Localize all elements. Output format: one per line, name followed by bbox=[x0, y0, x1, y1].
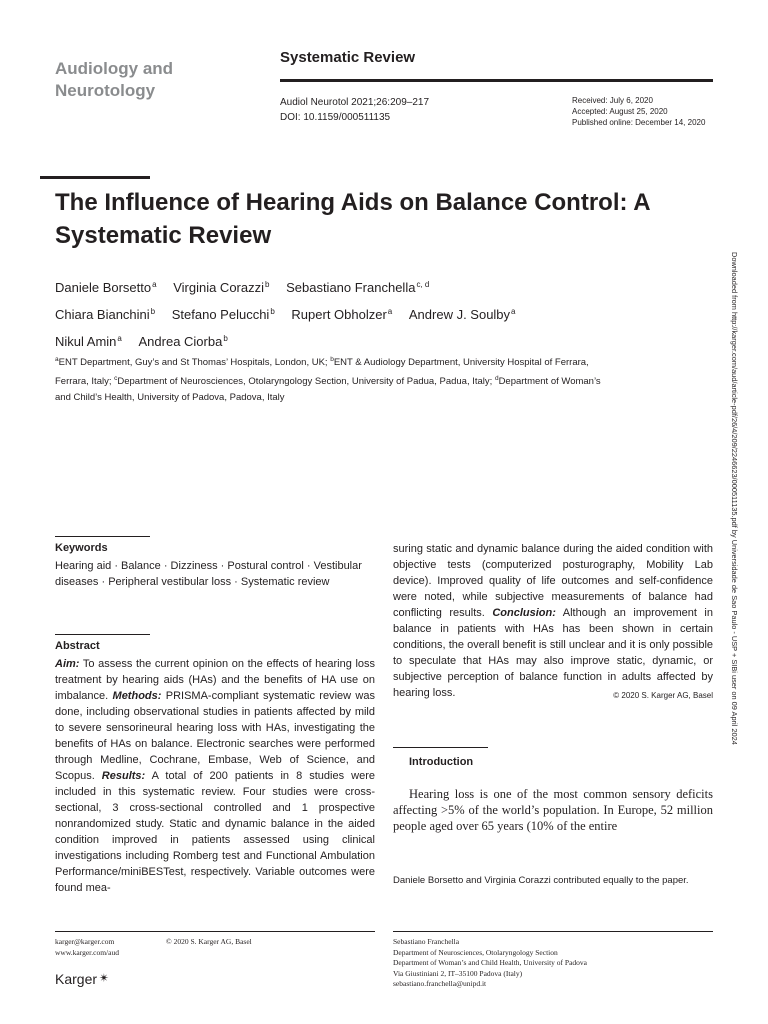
correspondence-name: Sebastiano Franchella bbox=[393, 937, 460, 946]
citation bbox=[280, 95, 429, 125]
correspondence-address bbox=[393, 937, 587, 990]
correspondence-line: Via Giustiniani 2, IT–35100 Padova (Italy) bbox=[393, 968, 523, 978]
footer-rule-left bbox=[55, 931, 375, 932]
download-notice: Downloaded from http://karger.com/aud/article-pdf/26/4/209/2246623/000511135.pdf by Universidade de Sao Paulo - USP + SIBi user on 09 April 2024 bbox=[730, 252, 739, 745]
abstract-copyright: © 2020 S. Karger AG, Basel bbox=[613, 691, 713, 700]
keywords-text: Hearing aid · Balance · Dizziness · Postural control · Vestibular diseases · Peripheral vestibular loss · Systematic review bbox=[55, 560, 362, 588]
author: Rupert Obholzer$^a$ bbox=[291, 307, 393, 322]
correspondence-line: Department of Neurosciences, Otolaryngology Section bbox=[393, 947, 558, 957]
karger-logo: Karger ✴ bbox=[55, 971, 110, 987]
introduction-heading: Introduction bbox=[409, 756, 474, 768]
abstract-text-left: Aim: To assess the current opinion on the effects of hearing loss treatment by hearing aids (HAs) and the benefits of HA use on imbalance. Methods: PRISMA-compliant systematic review was done, including observational studies in patients affected by mild to severe sensorineural hearing loss with HAs, investigating the benefits of HAs on balance. Electronic searches were performed through Medline, Cochrane, Embase, Web of Science, and Scopus. Results: A total of 200 patients in 8 studies were included in this systematic review. Four studies were cross-sectional, 3 cross-sectional controlled and 1 prospective nonrandomized study. Static and dynamic balance in the aided condition improved in patients assessed using clinical investigations including Romberg test and Functional Ambulation Performance/miniBESTest, respectively. Variable outcomes were found mea- bbox=[55, 658, 375, 894]
abstract-heading: Abstract bbox=[55, 640, 100, 652]
citation-doi[interactable]: DOI: 10.1159/000511135 bbox=[280, 112, 391, 123]
date-published: Published online: December 14, 2020 bbox=[572, 118, 706, 127]
publisher-email[interactable]: karger@karger.com bbox=[55, 937, 115, 946]
author: Sebastiano Franchella$^{c, d}$ bbox=[286, 280, 430, 295]
keywords-heading: Keywords bbox=[55, 542, 108, 554]
date-received: Received: July 6, 2020 bbox=[572, 96, 653, 105]
journal-name-line2: Neurotology bbox=[55, 81, 156, 100]
publisher-website[interactable]: www.karger.com/aud bbox=[55, 947, 119, 957]
article-type: Systematic Review bbox=[280, 49, 416, 66]
abstract-rule bbox=[55, 634, 150, 635]
journal-name bbox=[55, 58, 255, 102]
date-accepted: Accepted: August 25, 2020 bbox=[572, 107, 668, 116]
article-dates bbox=[572, 95, 705, 128]
correspondence-line: Department of Woman’s and Child Health, University of Padova bbox=[393, 958, 588, 967]
author: Andrea Ciorba$^b$ bbox=[138, 334, 228, 349]
publisher-contact bbox=[55, 937, 119, 958]
equal-contribution-note: Daniele Borsetto and Virginia Corazzi contributed equally to the paper. bbox=[393, 875, 689, 886]
author: Andrew J. Soulby$^a$ bbox=[408, 307, 516, 322]
article-title: The Influence of Hearing Aids on Balance Control: A Systematic Review bbox=[55, 189, 650, 249]
affiliations: $^a$ENT Department, Guy’s and St Thomas’ Hospitals, London, UK; $^b$ENT & Audiology Department, University Hospital of Ferrara, Ferrara, Italy; $^c$Department of Neurosciences, Otolaryngology Section, University of Padua, Padua, Italy; $^d$Department of Woman’s and Child’s Health, University of Padova, Padova, Italy bbox=[55, 356, 601, 403]
author-list bbox=[55, 273, 615, 354]
header-rule bbox=[280, 79, 713, 82]
title-rule bbox=[40, 176, 150, 179]
introduction-text: Hearing loss is one of the most common sensory deficits affecting >5% of the world’s population. In Europe, 52 million people aged over 65 years (10% of the entire bbox=[393, 787, 713, 833]
footer-rule-right bbox=[393, 931, 713, 932]
author: Daniele Borsetto$^a$ bbox=[55, 280, 157, 295]
correspondence-email[interactable]: sebastiano.franchella@unipd.it bbox=[393, 979, 487, 988]
author: Stefano Pelucchi$^b$ bbox=[171, 307, 275, 322]
journal-name-line1: Audiology and bbox=[55, 59, 174, 78]
author: Virginia Corazzi$^b$ bbox=[173, 280, 270, 295]
citation-journal: Audiol Neurotol 2021;26:209–217 bbox=[280, 97, 430, 108]
abstract-text-right: suring static and dynamic balance during the aided condition with objective tests (computerized posturography, Mobility Lab device). Improved quality of life outcomes and self-confidence were noted, while subjective measurements of balance had conflicting results. Conclusion: Although an improvement in balance in patients with HAs has been shown in certain conditions, the overall benefit is still unclear and it is only possible to speculate that HAs may also improve static, dynamic, or subjective perception of balance function in adults affected by hearing loss. © 2020 S. Karger AG, Basel bbox=[393, 541, 713, 704]
author: Nikul Amin$^a$ bbox=[55, 334, 122, 349]
keywords-rule bbox=[55, 536, 150, 537]
footer-copyright: © 2020 S. Karger AG, Basel bbox=[166, 937, 252, 946]
author: Chiara Bianchini$^b$ bbox=[55, 307, 156, 322]
introduction-rule bbox=[393, 747, 488, 748]
karger-mark-icon: ✴ bbox=[99, 971, 110, 985]
